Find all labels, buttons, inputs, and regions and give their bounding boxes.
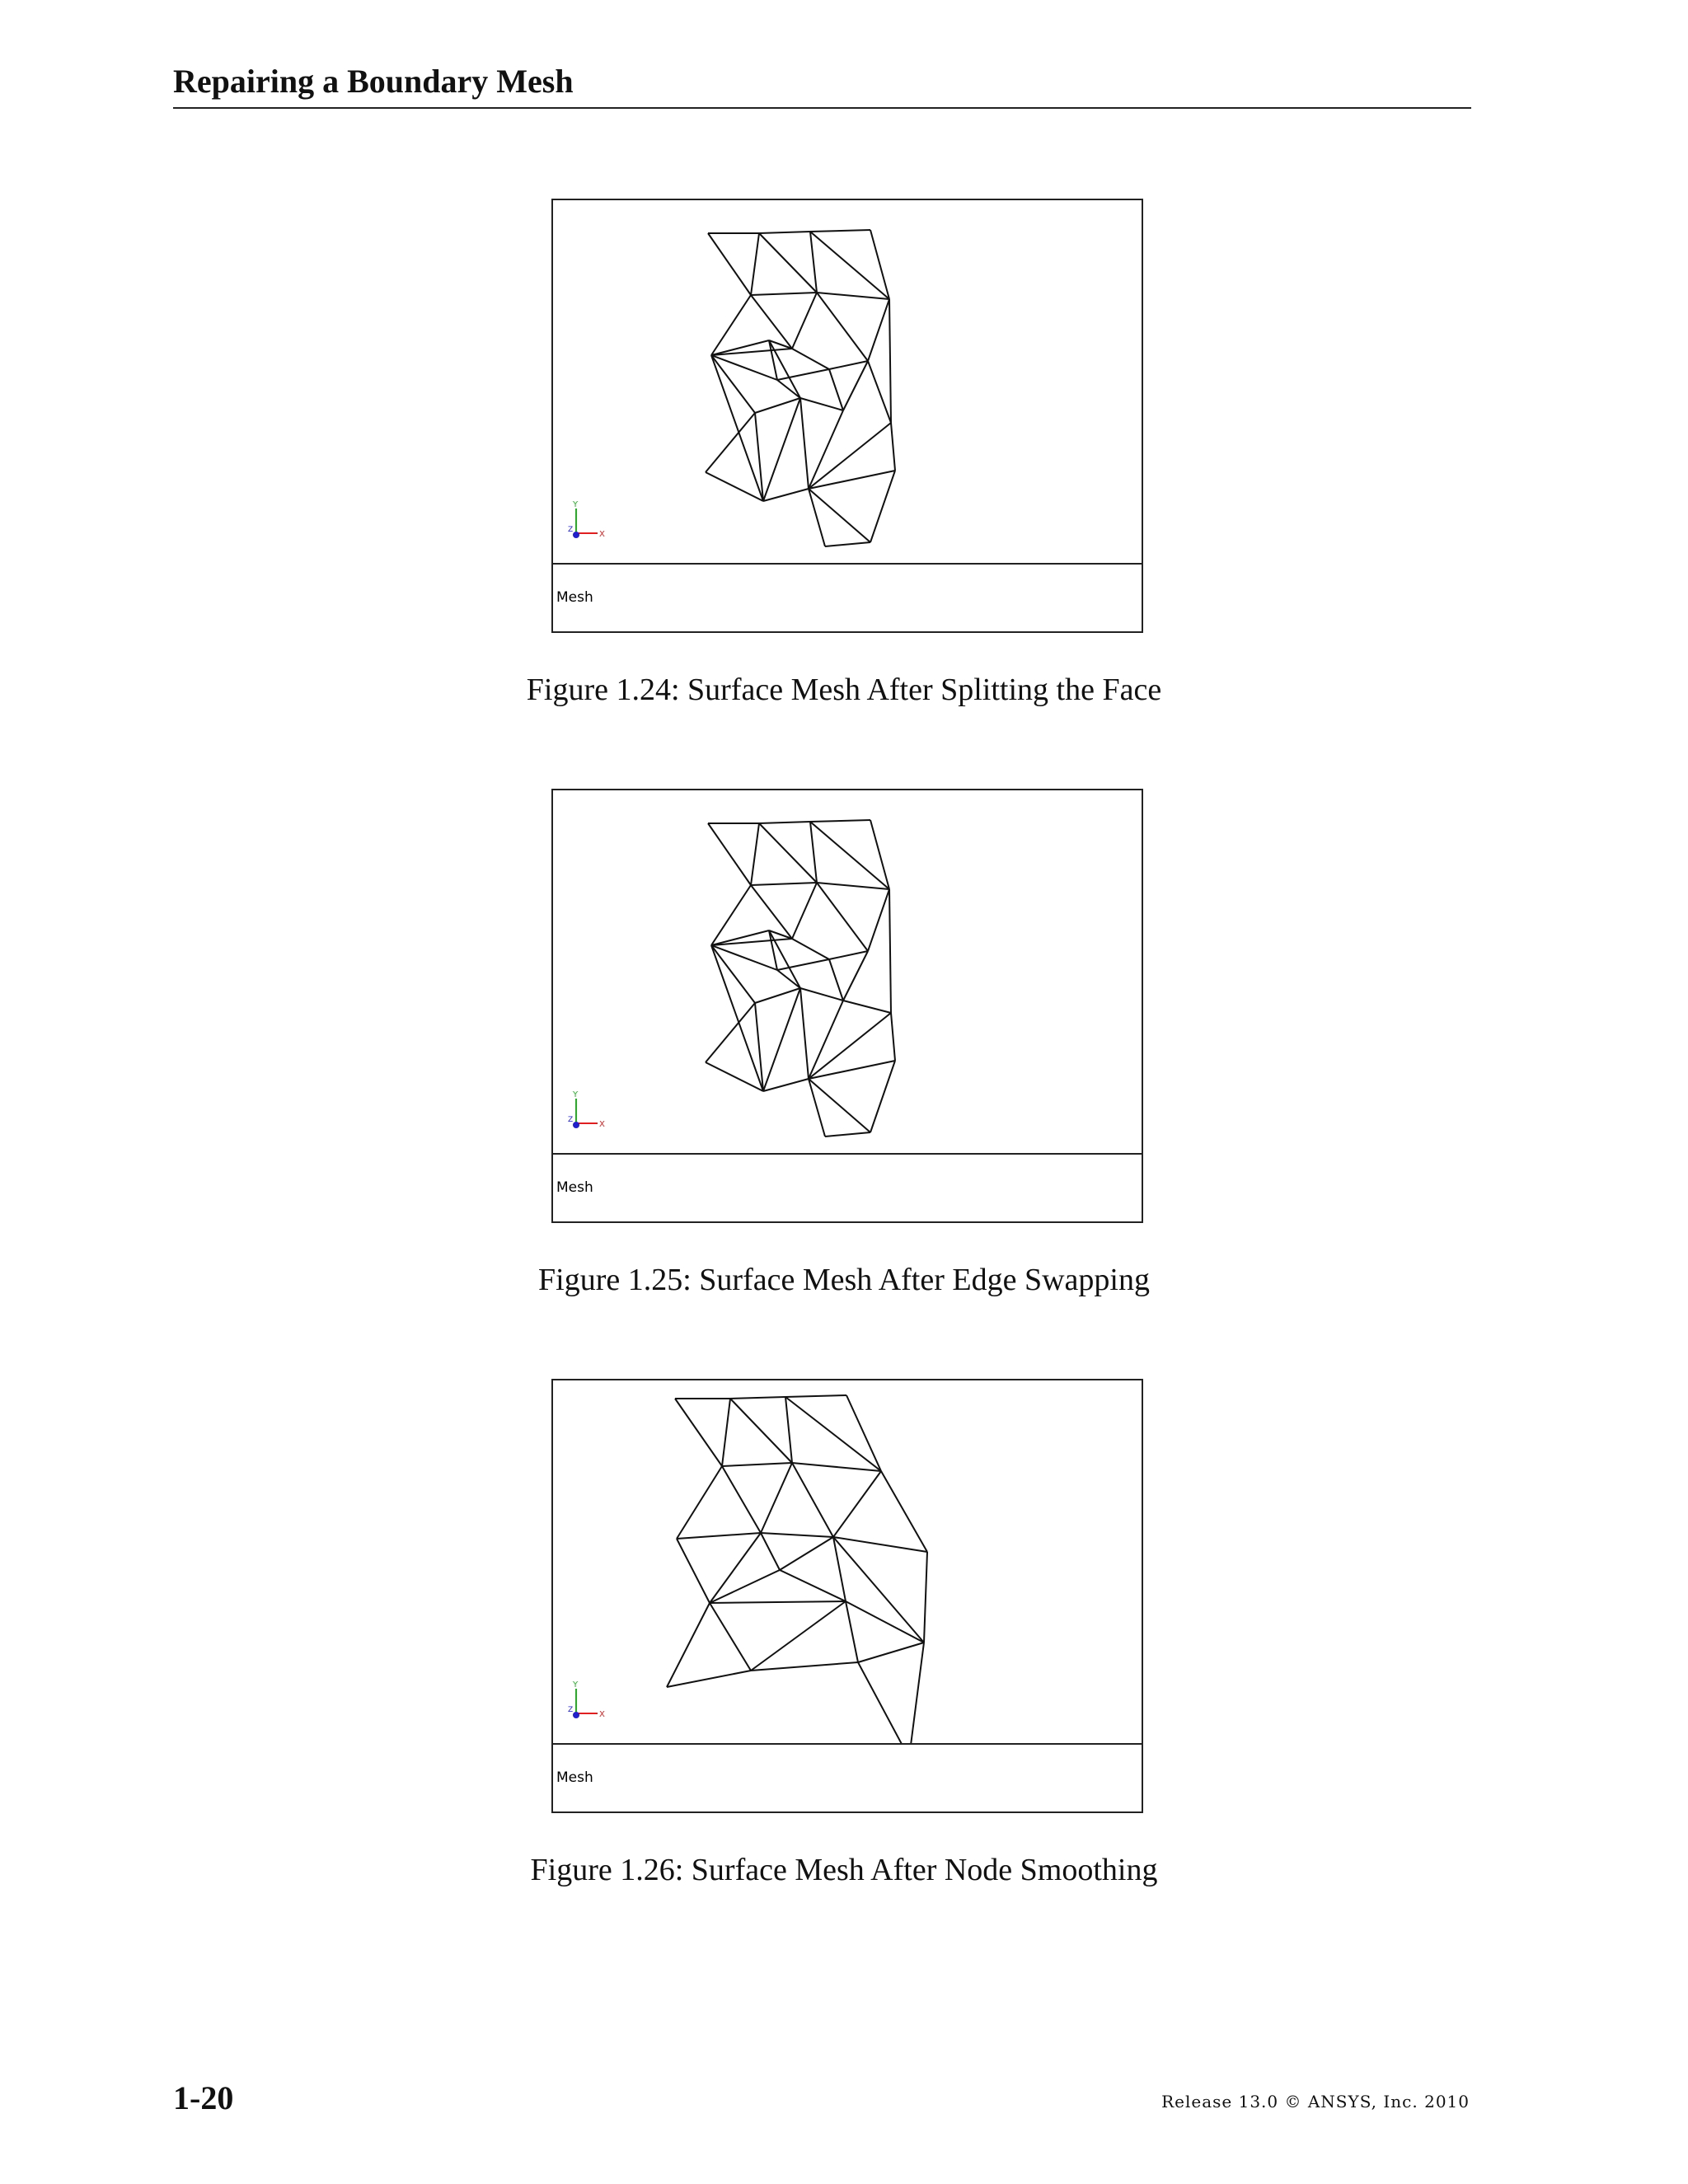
mesh-edge — [870, 471, 895, 542]
mesh-edge — [751, 1662, 858, 1671]
mesh-edge — [706, 1003, 755, 1062]
mesh-edge — [763, 398, 800, 501]
mesh-edge — [809, 1001, 843, 1079]
mesh-edge — [759, 233, 817, 293]
mesh-edge — [777, 970, 800, 988]
mesh-edge — [675, 1399, 722, 1466]
mesh-edge — [785, 1395, 846, 1397]
axis-triad-icon — [568, 499, 617, 548]
mesh-edge — [763, 1079, 809, 1091]
mesh-edge — [706, 413, 755, 472]
mesh-edge — [761, 1533, 833, 1537]
mesh-edge — [833, 1471, 881, 1537]
mesh-edge — [846, 1601, 924, 1643]
mesh-edge — [722, 1463, 792, 1466]
mesh-edge — [817, 883, 889, 889]
mesh-edge — [846, 1601, 858, 1662]
figure-caption: Figure 1.25: Surface Mesh After Edge Swapping — [538, 1263, 1150, 1297]
axis-y-label: Y — [573, 1680, 579, 1690]
mesh-edge — [761, 1533, 780, 1570]
axis-y-label: Y — [573, 500, 579, 509]
mesh-edge — [792, 939, 829, 959]
status-bar — [553, 563, 1142, 633]
mesh-edge — [809, 1013, 891, 1079]
mesh-edge — [751, 293, 817, 295]
mesh-edge — [868, 299, 889, 361]
mesh-edge — [792, 349, 829, 369]
mesh-edge — [800, 988, 843, 1001]
mesh-edge — [759, 823, 817, 883]
mesh-edge — [751, 1601, 846, 1671]
mesh-edge — [751, 823, 759, 885]
mesh-edge — [809, 1079, 870, 1132]
mesh-edge — [708, 233, 751, 295]
mesh-edge — [730, 1399, 792, 1463]
mesh-edge — [817, 293, 868, 361]
mesh-edge — [730, 1397, 785, 1399]
mesh-edge — [755, 398, 800, 413]
mesh-edge — [829, 369, 843, 410]
axis-x-label: X — [599, 1120, 605, 1129]
mesh-edge — [868, 361, 891, 423]
axis-z-dot — [573, 1712, 579, 1718]
axis-x-label: X — [599, 1710, 605, 1719]
mesh-edge — [722, 1466, 761, 1533]
mesh-edge — [667, 1671, 751, 1687]
mesh-edge — [759, 822, 810, 823]
mesh-edge — [881, 1471, 927, 1552]
status-bar — [553, 1743, 1142, 1813]
mesh-edge — [870, 230, 889, 299]
mesh-edge — [800, 398, 809, 489]
mesh-edge — [810, 230, 870, 232]
mesh-edge — [833, 1537, 927, 1552]
mesh-edge — [763, 489, 809, 501]
mesh-edge — [825, 1132, 870, 1137]
graphics-viewport — [553, 200, 1142, 563]
mesh-edge — [710, 1601, 846, 1603]
mesh-edge — [710, 1570, 780, 1603]
mesh-edge — [858, 1643, 924, 1662]
mesh-edge — [817, 293, 889, 299]
mesh-edge — [809, 471, 895, 489]
graphics-viewport — [553, 790, 1142, 1153]
mesh-edge — [792, 293, 817, 349]
mesh-edge — [809, 1079, 825, 1137]
mesh-edge — [868, 889, 889, 951]
mesh-edge — [891, 423, 895, 471]
mesh-edge — [780, 1537, 833, 1570]
page-title: Repairing a Boundary Mesh — [173, 63, 574, 100]
mesh-edge — [924, 1552, 927, 1643]
mesh-edge — [800, 988, 809, 1079]
mesh-edge — [833, 1537, 924, 1643]
status-label: Mesh — [556, 1179, 593, 1196]
axis-triad-icon — [568, 1679, 617, 1728]
mesh-edge — [891, 1013, 895, 1061]
status-label: Mesh — [556, 589, 593, 606]
status-bar — [553, 1153, 1142, 1223]
mesh-edge — [810, 820, 870, 822]
mesh-edge — [755, 988, 800, 1003]
status-label: Mesh — [556, 1769, 593, 1786]
mesh-edge — [843, 1001, 891, 1013]
axis-x-label: X — [599, 530, 605, 539]
figure-caption: Figure 1.24: Surface Mesh After Splitting the Face — [526, 673, 1162, 707]
mesh-edge — [759, 232, 810, 233]
mesh-wireframe — [553, 1380, 1142, 1743]
mesh-edge — [710, 1603, 751, 1671]
mesh-edge — [825, 542, 870, 546]
mesh-edge — [809, 1061, 895, 1079]
mesh-edge — [889, 299, 891, 423]
mesh-edge — [809, 423, 891, 489]
mesh-edge — [817, 883, 868, 951]
mesh-edge — [761, 1463, 792, 1533]
mesh-edge — [870, 1061, 895, 1132]
mesh-edge — [846, 1395, 881, 1471]
mesh-edge — [858, 1662, 909, 1743]
mesh-edge — [810, 822, 889, 889]
mesh-edge — [780, 1570, 846, 1601]
mesh-edge — [833, 1537, 846, 1601]
mesh-edge — [708, 823, 751, 885]
mesh-edge — [809, 489, 825, 546]
axis-y-label: Y — [573, 1090, 579, 1099]
mesh-edge — [751, 233, 759, 295]
mesh-edge — [809, 410, 843, 489]
mesh-edge — [843, 361, 868, 410]
mesh-edge — [677, 1539, 710, 1603]
figure-caption: Figure 1.26: Surface Mesh After Node Smoothing — [530, 1853, 1158, 1887]
axis-z-dot — [573, 1122, 579, 1128]
mesh-edge — [870, 820, 889, 889]
mesh-edge — [829, 959, 843, 1001]
mesh-edge — [677, 1466, 722, 1539]
mesh-edge — [809, 489, 870, 542]
axis-z-label: Z — [568, 1706, 574, 1714]
figure-1-26 — [551, 1379, 1143, 1813]
mesh-edge — [785, 1397, 792, 1463]
mesh-edge — [792, 883, 817, 939]
mesh-edge — [909, 1643, 924, 1743]
page-number: 1-20 — [173, 2079, 234, 2116]
mesh-wireframe — [553, 790, 1142, 1153]
page-header — [173, 59, 1471, 109]
footer-release: Release 13.0 © ANSYS, Inc. 2010 — [1161, 2092, 1470, 2111]
mesh-edge — [777, 380, 800, 398]
mesh-edge — [785, 1397, 881, 1471]
axis-triad-icon — [568, 1089, 617, 1138]
mesh-edge — [843, 951, 868, 1001]
mesh-edge — [810, 232, 817, 293]
mesh-edge — [810, 232, 889, 299]
mesh-edge — [829, 951, 868, 959]
mesh-edge — [667, 1603, 710, 1687]
mesh-edge — [810, 822, 817, 883]
mesh-edge — [829, 361, 868, 369]
mesh-wireframe — [553, 200, 1142, 563]
mesh-edge — [792, 1463, 833, 1537]
mesh-edge — [677, 1533, 761, 1539]
mesh-edge — [800, 398, 843, 410]
axis-z-dot — [573, 532, 579, 538]
mesh-edge — [792, 1463, 881, 1471]
graphics-viewport — [553, 1380, 1142, 1743]
figure-1-24 — [551, 199, 1143, 633]
mesh-edge — [889, 889, 891, 1013]
figure-1-25 — [551, 789, 1143, 1223]
mesh-edge — [722, 1399, 730, 1466]
mesh-edge — [710, 1533, 761, 1603]
mesh-edge — [751, 883, 817, 885]
axis-z-label: Z — [568, 1116, 574, 1124]
mesh-edge — [763, 988, 800, 1091]
axis-z-label: Z — [568, 526, 574, 534]
